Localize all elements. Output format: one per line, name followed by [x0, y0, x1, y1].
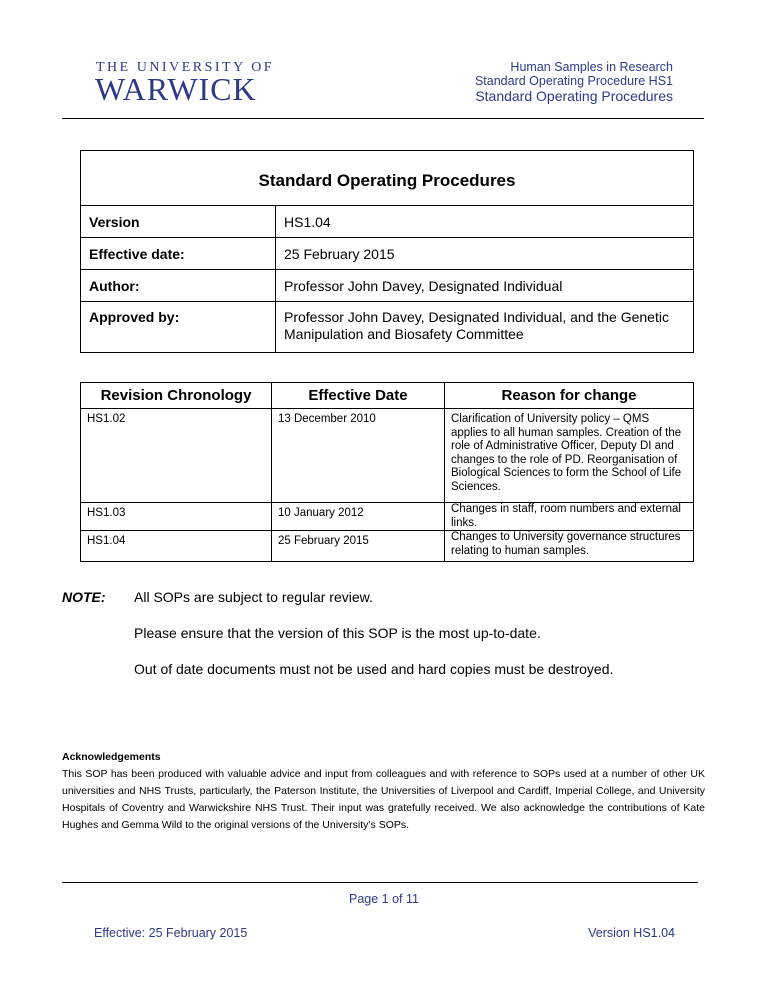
revision-id: HS1.03 [81, 503, 272, 531]
note-label: NOTE: [62, 589, 106, 605]
footer-version: Version HS1.04 [588, 926, 675, 940]
version-value: HS1.04 [276, 206, 694, 238]
footer-effective-date: Effective: 25 February 2015 [94, 926, 248, 940]
revision-chronology-header: Revision Chronology [81, 383, 272, 409]
revision-id: HS1.04 [81, 531, 272, 562]
header-document-series: Human Samples in Research [510, 60, 673, 74]
note-line-out-of-date: Out of date documents must not be used and hard copies must be destroyed. [134, 661, 614, 677]
header-sop-title: Standard Operating Procedures [475, 88, 673, 104]
revision-reason: Changes in staff, room numbers and external links. [445, 503, 694, 531]
author-label: Author: [81, 270, 276, 302]
page-number: Page 1 of 11 [349, 892, 419, 906]
effective-date-label: Effective date: [81, 238, 276, 270]
effective-date-header: Effective Date [272, 383, 445, 409]
university-logo-wordmark: WARWICK [95, 71, 257, 107]
revision-date: 13 December 2010 [272, 409, 445, 503]
revision-chronology-table [80, 382, 694, 562]
version-label: Version [81, 206, 276, 238]
header-rule [62, 118, 704, 119]
approved-by-label: Approved by: [81, 302, 276, 353]
note-line-review: All SOPs are subject to regular review. [134, 589, 373, 605]
document-title: Standard Operating Procedures [81, 151, 694, 206]
header-sop-number: Standard Operating Procedure HS1 [474, 74, 673, 88]
effective-date-value: 25 February 2015 [276, 238, 694, 270]
footer-rule [62, 882, 698, 883]
acknowledgements-body: This SOP has been produced with valuable advice and input from colleagues and with reference to SOPs used at a number of other UK universities and NHS Trusts, particularly, the Paterson Institute, the Universities of Liverpool and Cardiff, Imperial College, and University Hospitals of Coventry and Warwickshire NHS Trust. Their input was gratefully received. We also acknowledge the contributions of Kate Hughes and Gemma Wild to the original versions of the University’s SOPs. [62, 768, 705, 831]
author-value: Professor John Davey, Designated Individual [276, 270, 694, 302]
document-control-table [80, 150, 694, 353]
revision-id: HS1.02 [81, 409, 272, 503]
note-line-up-to-date: Please ensure that the version of this SOP is the most up-to-date. [134, 625, 541, 641]
revision-date: 10 January 2012 [272, 503, 445, 531]
acknowledgements-title: Acknowledgements [62, 751, 161, 763]
university-logo-line1: THE UNIVERSITY OF [96, 60, 275, 75]
reason-for-change-header: Reason for change [445, 383, 694, 409]
table-row [81, 531, 694, 562]
table-row [81, 503, 694, 531]
approved-by-value: Professor John Davey, Designated Individual, and the Genetic Manipulation and Biosafety Committee [276, 302, 694, 353]
revision-reason: Clarification of University policy – QMS applies to all human samples. Creation of the role of Administrative Officer, Deputy DI and changes to the role of PD. Reorganisation of Biological Sciences to form the School of Life Sciences. [445, 409, 694, 503]
revision-date: 25 February 2015 [272, 531, 445, 562]
revision-reason: Changes to University governance structures relating to human samples. [445, 531, 694, 562]
table-row [81, 409, 694, 503]
